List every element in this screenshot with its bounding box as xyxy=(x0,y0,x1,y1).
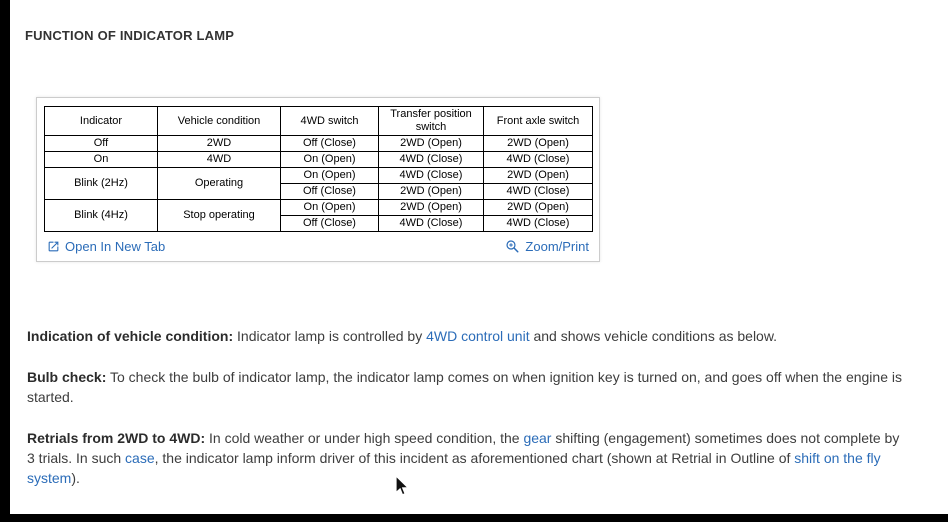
table-cell: Off (Close) xyxy=(281,136,379,152)
table-header-cell: Vehicle condition xyxy=(158,107,281,136)
table-header-cell: 4WD switch xyxy=(281,107,379,136)
table-cell: Off (Close) xyxy=(281,216,379,232)
table-row xyxy=(45,136,593,152)
link-gear[interactable]: gear xyxy=(523,430,552,446)
paragraph-text: shifting (engagement) sometimes does not complete by 3 trials. In such xyxy=(27,430,900,466)
table-cell: 4WD (Close) xyxy=(379,168,484,184)
table-cell: 4WD xyxy=(158,152,281,168)
paragraph-bulb-check xyxy=(27,367,903,407)
table-cell: Operating xyxy=(158,168,281,200)
zoom-print-label: Zoom/Print xyxy=(525,239,589,254)
body-text xyxy=(27,326,903,488)
table-row xyxy=(45,200,593,216)
open-in-new-tab-label: Open In New Tab xyxy=(65,239,166,254)
open-in-new-icon xyxy=(47,240,60,253)
indicator-table-widget xyxy=(36,97,600,262)
table-header-cell: Indicator xyxy=(45,107,158,136)
link-case[interactable]: case xyxy=(125,450,155,466)
table-cell: 4WD (Close) xyxy=(484,184,593,200)
table-cell: On (Open) xyxy=(281,168,379,184)
table-cell: 2WD (Open) xyxy=(484,200,593,216)
table-row xyxy=(45,168,593,184)
table-cell: 2WD (Open) xyxy=(379,200,484,216)
content-area xyxy=(10,0,948,514)
paragraph-text: and shows vehicle conditions as below. xyxy=(529,328,778,344)
table-cell: Off (Close) xyxy=(281,184,379,200)
table-cell: 2WD (Open) xyxy=(484,168,593,184)
table-cell: 2WD (Open) xyxy=(379,184,484,200)
table-cell: On (Open) xyxy=(281,152,379,168)
zoom-in-icon xyxy=(505,239,520,254)
paragraph-text: In cold weather or under high speed condition, the xyxy=(205,430,524,446)
table-cell: 4WD (Close) xyxy=(484,216,593,232)
paragraph-label: Indication of vehicle condition: xyxy=(27,328,234,344)
paragraph-text: Indicator lamp is controlled by xyxy=(233,328,427,344)
table-cell: Off xyxy=(45,136,158,152)
table-cell: Stop operating xyxy=(158,200,281,232)
table-cell: Blink (4Hz) xyxy=(45,200,158,232)
left-edge-bar xyxy=(0,0,10,522)
paragraph-text: ). xyxy=(71,470,80,486)
table-cell: 4WD (Close) xyxy=(379,152,484,168)
table-cell: 4WD (Close) xyxy=(379,216,484,232)
table-header-row xyxy=(45,107,593,136)
link-4wd-control-unit[interactable]: 4WD control unit xyxy=(426,328,530,344)
link-shift-on-the-fly-system[interactable]: shift on the fly system xyxy=(27,450,881,486)
table-header-cell: Transfer position switch xyxy=(379,107,484,136)
table-cell: 2WD (Open) xyxy=(379,136,484,152)
indicator-lamp-table xyxy=(44,106,593,232)
page-title: FUNCTION OF INDICATOR LAMP xyxy=(25,28,235,43)
paragraph-indication-of-vehicle-condition xyxy=(27,326,903,346)
paragraph-retrials xyxy=(27,428,903,488)
paragraph-label: Bulb check: xyxy=(27,369,107,385)
table-cell: Blink (2Hz) xyxy=(45,168,158,200)
table-cell: On (Open) xyxy=(281,200,379,216)
widget-footer xyxy=(44,232,592,257)
table-cell: 4WD (Close) xyxy=(484,152,593,168)
paragraph-text: , the indicator lamp inform driver of this incident as aforementioned chart (shown at Retrial in Outline of xyxy=(154,450,795,466)
bottom-edge-bar xyxy=(0,514,948,522)
paragraph-label: Retrials from 2WD to 4WD: xyxy=(27,430,206,446)
open-in-new-tab-link[interactable] xyxy=(47,239,165,254)
table-cell: 2WD (Open) xyxy=(484,136,593,152)
zoom-print-link[interactable] xyxy=(505,239,589,254)
paragraph-text: To check the bulb of indicator lamp, the indicator lamp comes on when ignition key is turned on, and goes off when the engine is started. xyxy=(27,369,902,405)
table-header-cell: Front axle switch xyxy=(484,107,593,136)
table-cell: 2WD xyxy=(158,136,281,152)
table-cell: On xyxy=(45,152,158,168)
table-row xyxy=(45,152,593,168)
